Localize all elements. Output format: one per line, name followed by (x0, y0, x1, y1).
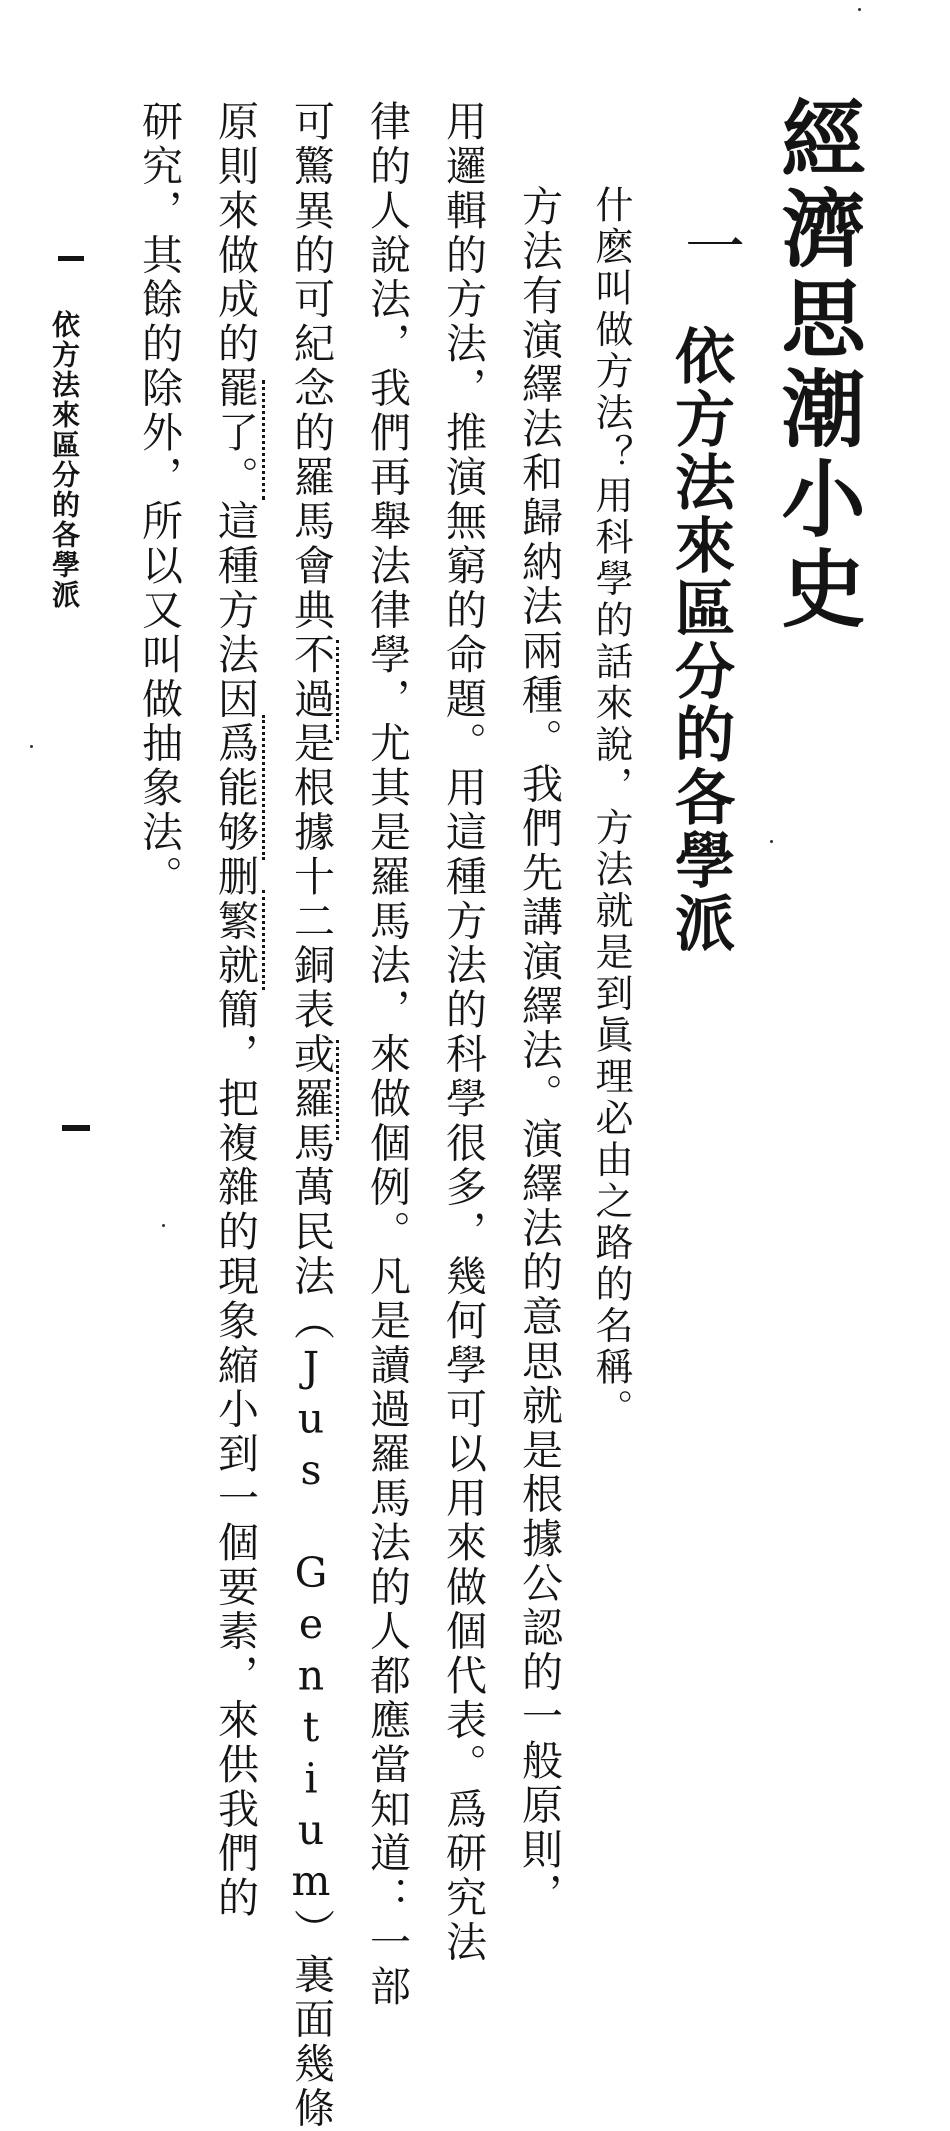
proper-noun-mark (262, 715, 265, 860)
print-speck (162, 1224, 165, 1227)
paragraph-column-2: 用邏輯的方法，推演無窮的命題。用這種方法的科學很多，幾何學可以用來做個代表。爲研究法 (439, 100, 487, 1965)
section-title: 依方法來區分的各學派 (665, 325, 735, 955)
running-head: 依方法來區分的各學派 (48, 310, 81, 610)
book-title: 經濟思潮小史 (768, 95, 867, 635)
proper-noun-mark (336, 640, 339, 740)
paragraph-column-6: 研究，其餘的除外，所以又叫做抽象法。 (135, 100, 183, 900)
print-speck (858, 8, 861, 11)
proper-noun-mark (262, 380, 265, 500)
print-speck (30, 745, 33, 748)
page-number (62, 1125, 90, 1131)
running-head-rule (58, 256, 84, 261)
section-number: 一 (675, 215, 745, 275)
paragraph-column-3: 律的人說法，我們再舉法律學，尤其是羅馬法，來做個例。凡是讀過羅馬法的人都應當知道：一部 (363, 100, 411, 2010)
paragraph-column-4: 可驚異的可紀念的羅馬會典不過是根據十二銅表或羅馬萬民法（Jus Gentium）裏面幾條 (287, 100, 335, 2131)
paragraph-column-5: 原則來做成的罷了。這種方法因爲能够删繁就簡，把複雜的現象縮小到一個要素，來供我們的 (211, 100, 259, 1921)
proper-noun-mark (336, 1040, 339, 1140)
paragraph-column-1: 方法有演繹法和歸納法兩種。我們先講演繹法。演繹法的意思就是根據公認的一般原則， (515, 185, 563, 1917)
paragraph-lead: 什麽叫做方法？用科學的話來說，方法就是到眞理必由之路的名稱。 (589, 185, 633, 1430)
print-speck (770, 840, 773, 843)
proper-noun-mark (262, 890, 265, 990)
